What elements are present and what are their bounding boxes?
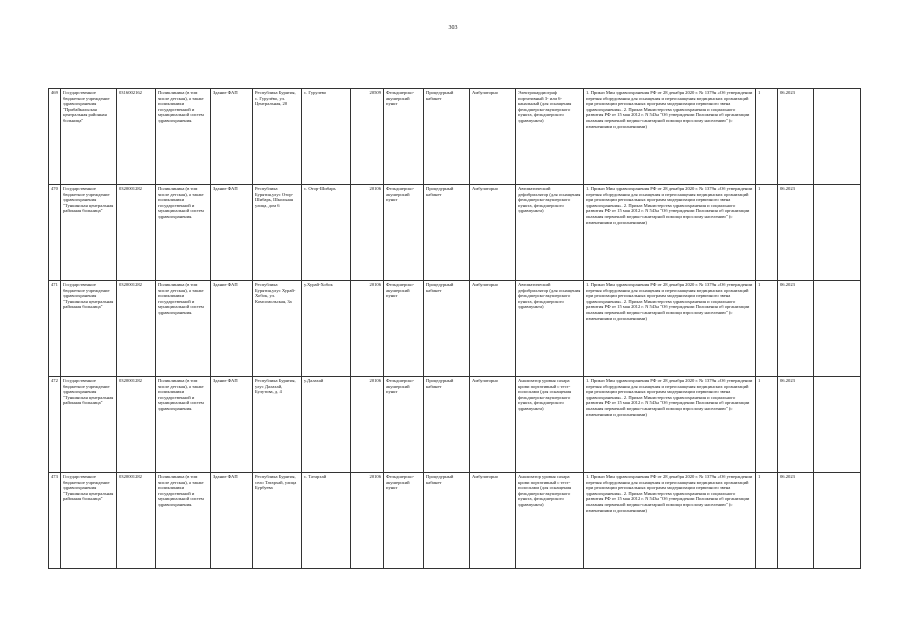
cell-date: 06.2023 <box>778 473 814 569</box>
cell-num: 469 <box>49 89 61 185</box>
cell-date: 06.2023 <box>778 377 814 473</box>
cell-equipment: Автоматический дефибриллятор (для оснащения фельдшерско-акушерского пункта, фельдшерского здравпункта) <box>516 185 584 281</box>
cell-room: Процедурный кабинет <box>424 473 470 569</box>
cell-care: Поликлиника (в том числе детская), а также поликлиники государственной и муниципальной систем здравоохранения. <box>156 185 211 281</box>
cell-num: 472 <box>49 377 61 473</box>
cell-date: 06.2023 <box>778 89 814 185</box>
cell-code: 20106 <box>351 185 384 281</box>
cell-mode: Амбулаторно <box>470 89 516 185</box>
cell-qty: 1 <box>756 473 778 569</box>
cell-org: Государственное бюджетное учреждение здравоохранения "Тункинская центральная районная больница" <box>61 473 117 569</box>
cell-basis: 1. Приказ Мин здравоохранения РФ от 28 декабря 2020 г. № 1379н «Об утверждении перечня оборудования для оснащения и переоснащения медицинских организаций при реализации региональных программ модернизации первичного звена здравоохранения». 2. Приказ Министерства здравоохранения и социального развития РФ от 15 мая 2012 г. N 543н "Об утверждении Положения об организации оказания первичной медико-санитарной помощи взрослому населению" (с изменениями и дополнениями) <box>584 377 756 473</box>
cell-care: Поликлиника (в том числе детская), а также поликлиники государственной и муниципальной систем здравоохранения. <box>156 281 211 377</box>
cell-empty <box>814 377 861 473</box>
cell-empty <box>814 89 861 185</box>
cell-address: Республика Бурятия,улус Хурай-Хобок, ул. Комсомольская, 3а <box>253 281 302 377</box>
cell-inn: 0320001282 <box>117 281 156 377</box>
cell-org: Государственное бюджетное учреждение здравоохранения "Тункинская центральная районная больница" <box>61 281 117 377</box>
cell-empty <box>814 473 861 569</box>
cell-equipment: Анализатор уровня сахара крови портативный с тест-полосками (для оснащения фельдшерско-акушерского пункта, фельдшерского здравпункта) <box>516 473 584 569</box>
cell-address: Республика Бурятия,улус Отор-Шибарь, Школьная улица, дом 6 <box>253 185 302 281</box>
cell-org: Государственное бюджетное учреждение здравоохранения "Тункинская центральная районная больница" <box>61 377 117 473</box>
cell-address: Республика Бурятия, с. Гурулёво, ул. Центральная, 20 <box>253 89 302 185</box>
cell-org: Государственное бюджетное учреждение здравоохранения "Тункинская центральная районная больница" <box>61 185 117 281</box>
cell-unit: Фельдшерско-акушерский пункт <box>384 473 424 569</box>
cell-building: Здание ФАП <box>211 473 253 569</box>
table-row <box>49 281 861 377</box>
cell-num: 471 <box>49 281 61 377</box>
cell-code: 20106 <box>351 281 384 377</box>
cell-num: 473 <box>49 473 61 569</box>
cell-settlement: с. Гурулево <box>302 89 351 185</box>
cell-mode: Амбулаторно <box>470 185 516 281</box>
cell-basis: 1. Приказ Мин здравоохранения РФ от 28 декабря 2020 г. № 1379н «Об утверждении перечня оборудования для оснащения и переоснащения медицинских организаций при реализации региональных программ модернизации первичного звена здравоохранения». 2. Приказ Министерства здравоохранения и социального развития РФ от 15 мая 2012 г. N 543н "Об утверждении Положения об организации оказания первичной медико-санитарной помощи взрослому населению" (с изменениями и дополнениями) <box>584 281 756 377</box>
cell-address: Республика Бурятия, село Татархай, улица Бурбуева <box>253 473 302 569</box>
cell-code: 20509 <box>351 89 384 185</box>
cell-basis: 1. Приказ Мин здравоохранения РФ от 28 декабря 2020 г. № 1379н «Об утверждении перечня оборудования для оснащения и переоснащения медицинских организаций при реализации региональных программ модернизации первичного звена здравоохранения». 2. Приказ Министерства здравоохранения и социального развития РФ от 15 мая 2012 г. N 543н "Об утверждении Положения об организации оказания первичной медико-санитарной помощи взрослому населению" (с изменениями и дополнениями) <box>584 473 756 569</box>
cell-qty: 1 <box>756 89 778 185</box>
cell-qty: 1 <box>756 185 778 281</box>
table-row <box>49 473 861 569</box>
cell-unit: Фельдшерско-акушерский пункт <box>384 89 424 185</box>
cell-care: Поликлиника (в том числе детская), а также поликлиники государственной и муниципальной систем здравоохранения. <box>156 89 211 185</box>
cell-mode: Амбулаторно <box>470 377 516 473</box>
cell-unit: Фельдшерско-акушерский пункт <box>384 377 424 473</box>
cell-code: 20106 <box>351 377 384 473</box>
cell-empty <box>814 185 861 281</box>
cell-num: 470 <box>49 185 61 281</box>
cell-mode: Амбулаторно <box>470 473 516 569</box>
table-row <box>49 89 861 185</box>
cell-basis: 1. Приказ Мин здравоохранения РФ от 28 декабря 2020 г. № 1379н «Об утверждении перечня оборудования для оснащения и переоснащения медицинских организаций при реализации региональных программ модернизации первичного звена здравоохранения». 2. Приказ Министерства здравоохранения и социального развития РФ от 15 мая 2012 г. N 543н "Об утверждении Положения об организации оказания первичной медико-санитарной помощи взрослому населению" (с изменениями и дополнениями) <box>584 185 756 281</box>
cell-building: Здание ФАП <box>211 185 253 281</box>
cell-inn: 0320001282 <box>117 377 156 473</box>
cell-equipment: Электрокардиограф портативный 3- или 6-канальный (для оснащения фельдшерско-акушерского пункта, фельдшерского здравпункта) <box>516 89 584 185</box>
table-row <box>49 185 861 281</box>
cell-empty <box>814 281 861 377</box>
cell-inn: 0316002162 <box>117 89 156 185</box>
cell-building: Здание ФАП <box>211 377 253 473</box>
cell-room: Процедурный кабинет <box>424 281 470 377</box>
cell-inn: 0320001282 <box>117 473 156 569</box>
cell-room: Процедурный кабинет <box>424 185 470 281</box>
cell-building: Здание ФАП <box>211 89 253 185</box>
cell-settlement: у.Хурай-Хобок <box>302 281 351 377</box>
cell-equipment: Автоматический дефибриллятор (для оснащения фельдшерско-акушерского пункта, фельдшерского здравпункта) <box>516 281 584 377</box>
cell-unit: Фельдшерско-акушерский пункт <box>384 281 424 377</box>
cell-room: Процедурный кабинет <box>424 377 470 473</box>
table-row <box>49 377 861 473</box>
cell-org: Государственное бюджетное учреждение здравоохранения "Прибайкальская центральная районная больница" <box>61 89 117 185</box>
cell-care: Поликлиника (в том числе детская), а также поликлиники государственной и муниципальной систем здравоохранения. <box>156 473 211 569</box>
cell-building: Здание ФАП <box>211 281 253 377</box>
cell-equipment: Анализатор уровня сахара крови портативный с тест-полосками (для оснащения фельдшерско-акушерского пункта, фельдшерского здравпункта) <box>516 377 584 473</box>
cell-inn: 0320001282 <box>117 185 156 281</box>
cell-mode: Амбулаторно <box>470 281 516 377</box>
cell-settlement: у.Далахай <box>302 377 351 473</box>
cell-settlement: с. Татархай <box>302 473 351 569</box>
cell-address: Республика Бурятия, улус Далахай, Булутова, д. 4 <box>253 377 302 473</box>
cell-qty: 1 <box>756 377 778 473</box>
cell-unit: Фельдшерско-акушерский пункт <box>384 185 424 281</box>
cell-basis: 1. Приказ Мин здравоохранения РФ от 28 декабря 2020 г. № 1379н «Об утверждении перечня оборудования для оснащения и переоснащения медицинских организаций при реализации региональных программ модернизации первичного звена здравоохранения». 2. Приказ Министерства здравоохранения и социального развития РФ от 15 мая 2012 г. N 543н "Об утверждении Положения об организации оказания первичной медико-санитарной помощи взрослому населению" (с изменениями и дополнениями) <box>584 89 756 185</box>
cell-date: 06.2023 <box>778 185 814 281</box>
cell-room: Процедурный кабинет <box>424 89 470 185</box>
page-number: 303 <box>448 25 458 31</box>
cell-date: 06.2023 <box>778 281 814 377</box>
cell-qty: 1 <box>756 281 778 377</box>
cell-settlement: с. Отор-Шибарь <box>302 185 351 281</box>
equipment-table <box>48 88 861 569</box>
cell-code: 20106 <box>351 473 384 569</box>
cell-care: Поликлиника (в том числе детская), а также поликлиники государственной и муниципальной систем здравоохранения. <box>156 377 211 473</box>
